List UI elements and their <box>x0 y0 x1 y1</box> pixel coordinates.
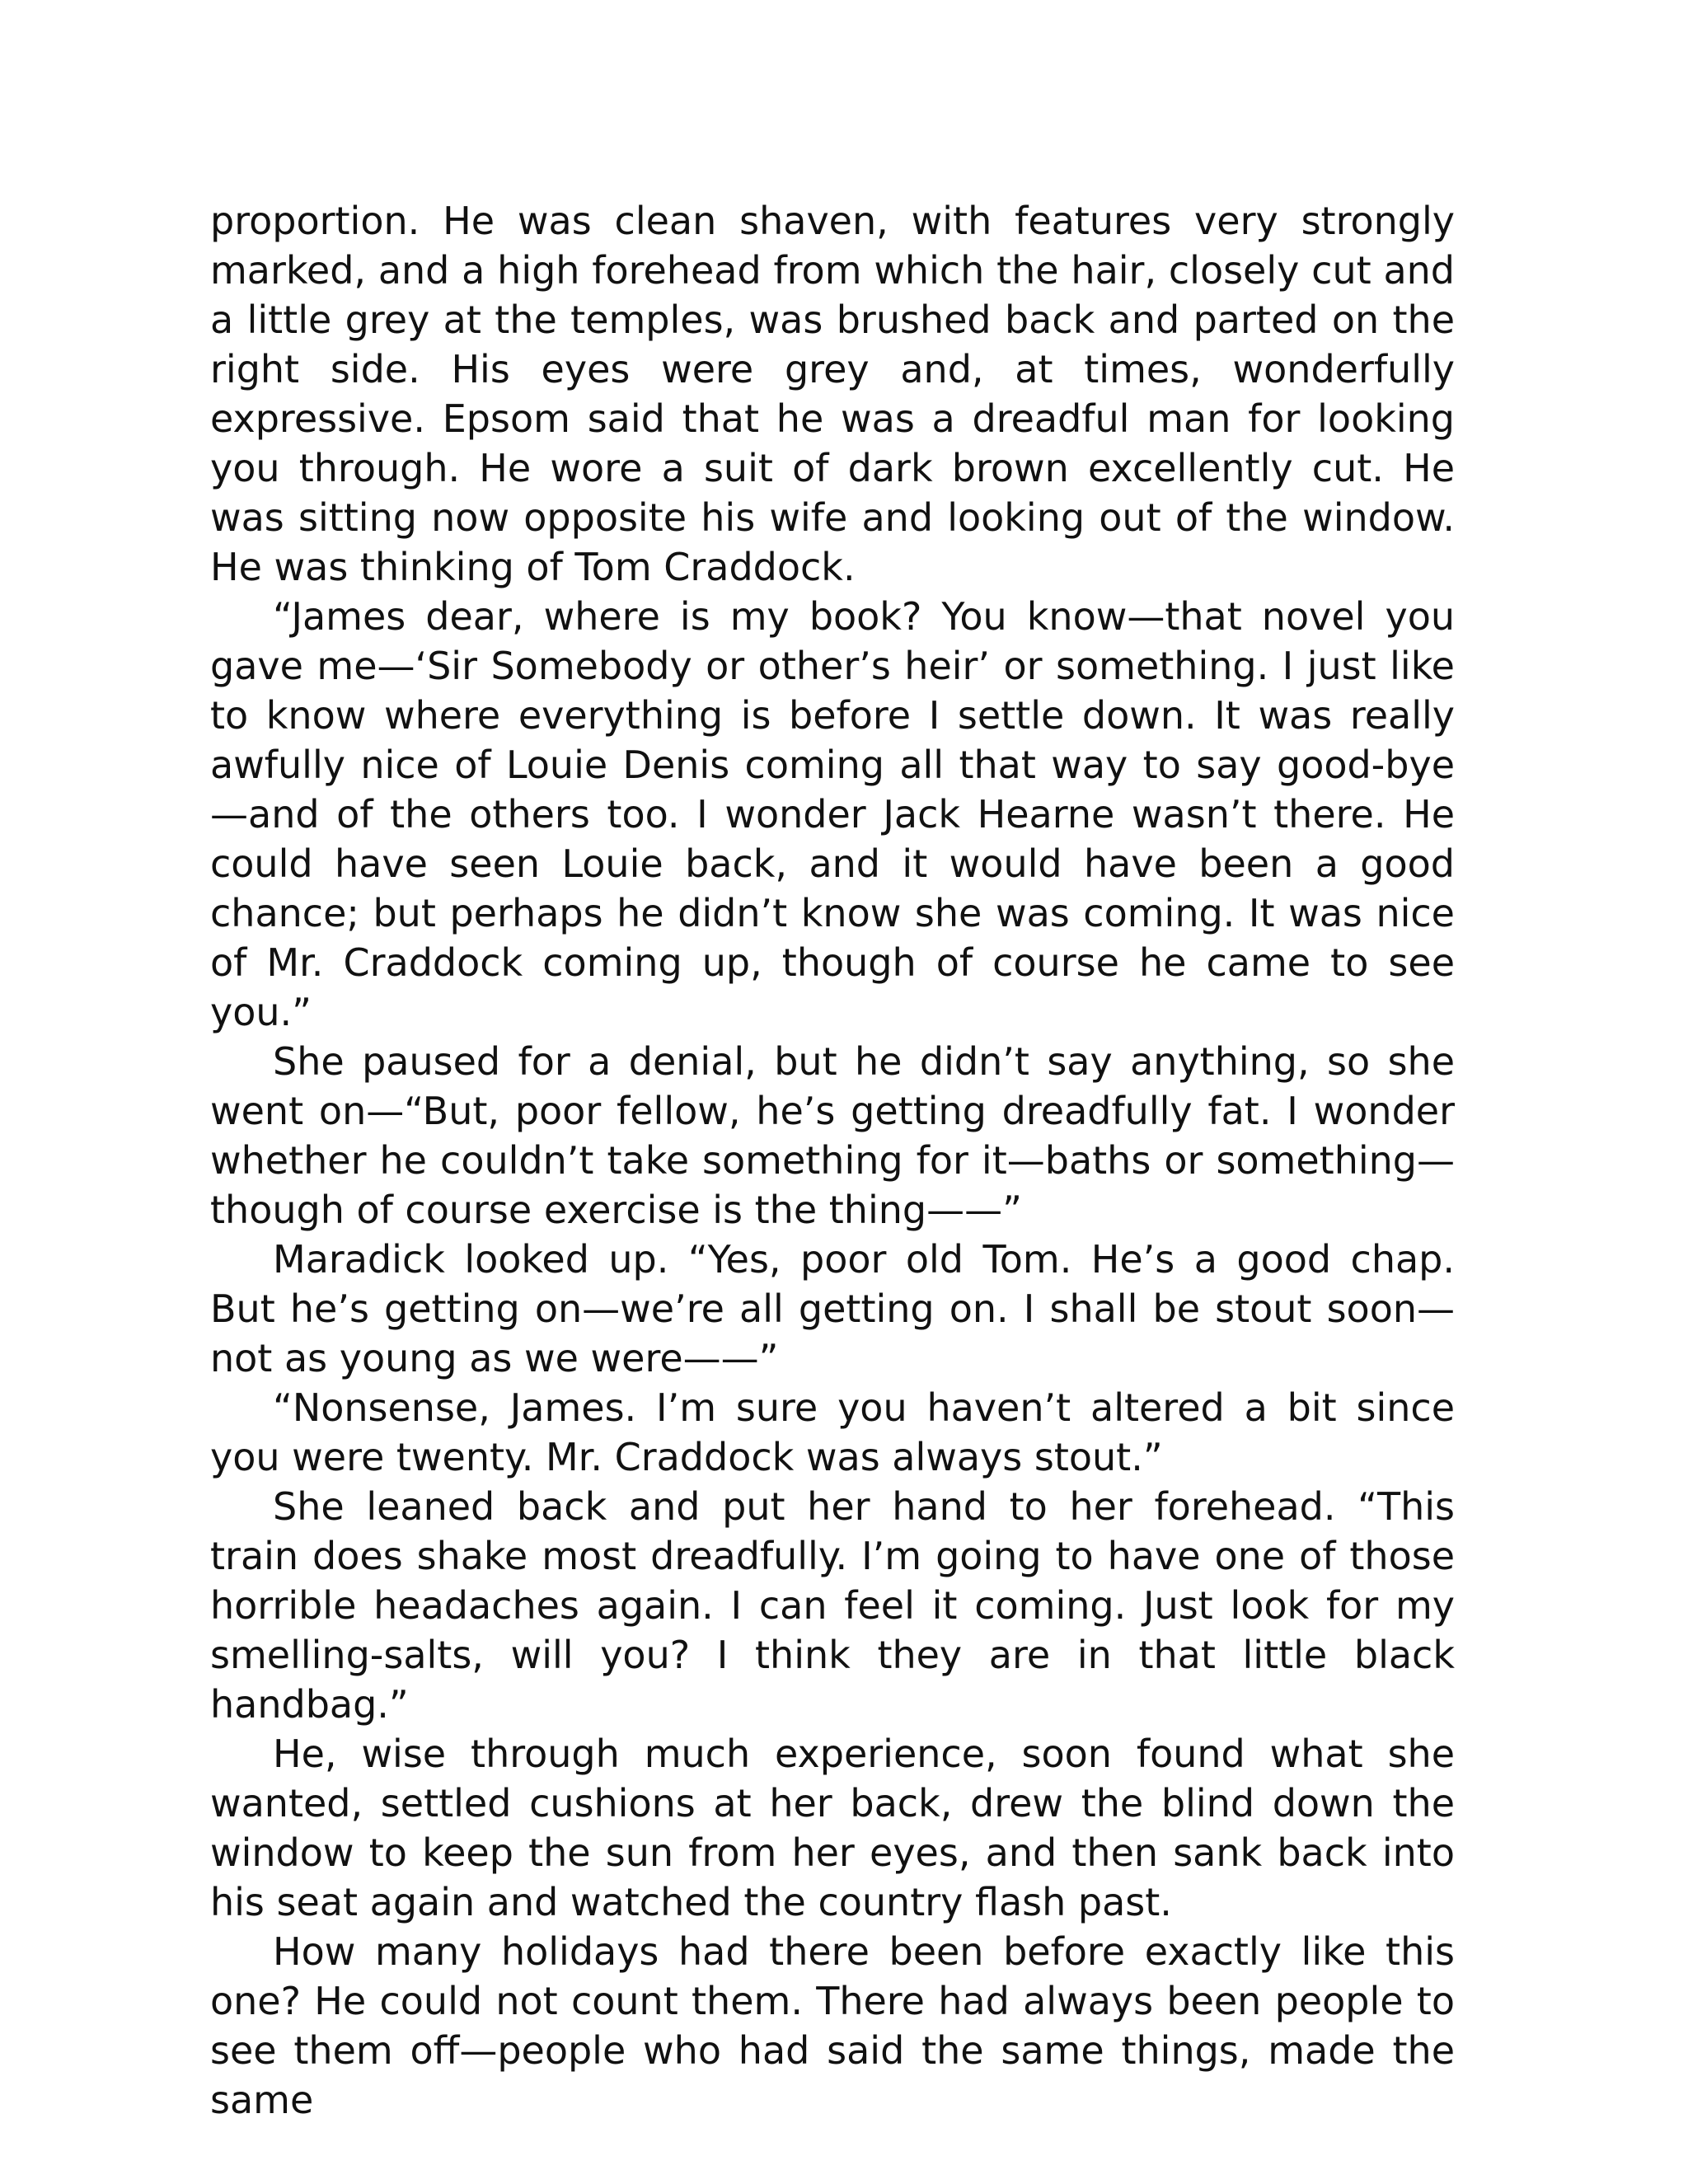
paragraph: She paused for a denial, but he didn’t say anything, so she went on—“But, poor fellow, he’s getting dreadfully fat. I wonder whether he couldn’t take something for it—baths or something—though of course exercise is the thing——” <box>210 1039 1455 1232</box>
paragraph: proportion. He was clean shaven, with features very strongly marked, and a high forehead from which the hair, closely cut and a little grey at the temples, was brushed back and parted on the right side. His eyes were grey and, at times, wonderfully expressive. Epsom said that he was a dreadful man for looking you through. He wore a suit of dark brown excellently cut. He was sitting now opposite his wife and looking out of the window. He was thinking of Tom Craddock. <box>210 199 1455 589</box>
document-page <box>210 196 1455 2125</box>
paragraph: How many holidays had there been before exactly like this one? He could not count them. There had always been people to see them off—people who had said the same things, made the same <box>210 1929 1455 2122</box>
paragraph: “Nonsense, James. I’m sure you haven’t altered a bit since you were twenty. Mr. Craddock was always stout.” <box>210 1385 1455 1479</box>
paragraph: She leaned back and put her hand to her forehead. “This train does shake most dreadfully. I’m going to have one of those horrible headaches again. I can feel it coming. Just look for my smelling-salts, will you? I think they are in that little black handbag.” <box>210 1484 1455 1727</box>
paragraph: Maradick looked up. “Yes, poor old Tom. He’s a good chap. But he’s getting on—we’re all getting on. I shall be stout soon—not as young as we were——” <box>210 1237 1455 1380</box>
paragraph: “James dear, where is my book? You know—that novel you gave me—‘Sir Somebody or other’s heir’ or something. I just like to know where everything is before I settle down. It was really awfully nice of Louie Denis coming all that way to say good-bye—and of the others too. I wonder Jack Hearne wasn’t there. He could have seen Louie back, and it would have been a good chance; but perhaps he didn’t know she was coming. It was nice of Mr. Craddock coming up, though of course he came to see you.” <box>210 594 1455 1034</box>
paragraph: He, wise through much experience, soon found what she wanted, settled cushions at her back, drew the blind down the window to keep the sun from her eyes, and then sank back into his seat again and watched the country flash past. <box>210 1732 1455 1924</box>
